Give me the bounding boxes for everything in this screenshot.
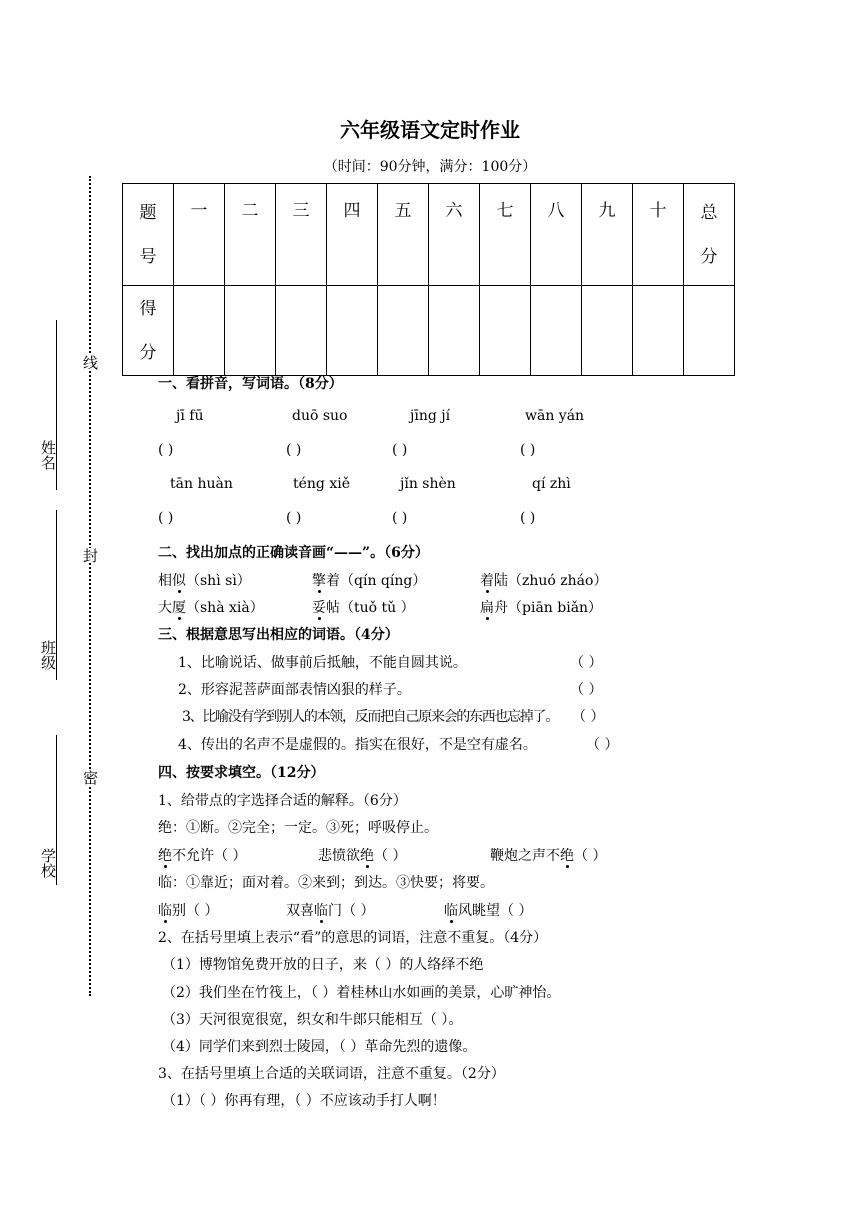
text: 双喜 bbox=[286, 903, 314, 919]
score-cell[interactable] bbox=[684, 286, 735, 376]
dotted-char: 擎 bbox=[312, 573, 326, 589]
class-fill-line[interactable] bbox=[56, 510, 57, 680]
text: 鞭炮之声不 bbox=[490, 848, 560, 864]
header-char: 分 bbox=[139, 342, 157, 363]
header-cell: 十 bbox=[633, 184, 684, 286]
definition-text: 1、比喻说话、做事前后抵触，不能自圆其说。 bbox=[178, 655, 467, 671]
header-cell: 三 bbox=[276, 184, 327, 286]
score-cell[interactable] bbox=[225, 286, 276, 376]
choice-item[interactable] bbox=[286, 900, 374, 920]
text: （shà xià） bbox=[186, 600, 264, 616]
header-cell: 九 bbox=[582, 184, 633, 286]
dotted-char: 妥 bbox=[312, 600, 326, 616]
reading-item[interactable] bbox=[158, 570, 251, 590]
name-fill-line[interactable] bbox=[56, 320, 57, 490]
section-3-title: 三、根据意思写出相应的词语。（4分） bbox=[158, 627, 399, 643]
text: （shì sì） bbox=[186, 573, 251, 589]
text: 悲愤欲 bbox=[318, 848, 360, 864]
choice-item[interactable] bbox=[318, 845, 406, 865]
choice-item[interactable] bbox=[490, 845, 606, 865]
score-table bbox=[122, 183, 735, 376]
pinyin-item: qí zhì bbox=[532, 476, 571, 492]
text: 门（ ） bbox=[328, 903, 375, 919]
answer-blank[interactable]: ( ) bbox=[158, 442, 174, 458]
header-char: 题 bbox=[139, 202, 157, 223]
answer-blank[interactable]: ( ) bbox=[392, 510, 408, 526]
dotted-char: 绝 bbox=[360, 848, 374, 864]
text: 别（ ） bbox=[172, 903, 219, 919]
dotted-char: 扁 bbox=[480, 600, 494, 616]
header-cell-question-no bbox=[123, 184, 174, 286]
dotted-char: 着 bbox=[480, 573, 494, 589]
text: 着（qín qíng） bbox=[326, 573, 427, 589]
answer-blank[interactable]: ( ) bbox=[520, 442, 536, 458]
question-text: 2、在括号里填上表示“看”的意思的词语，注意不重复。（4分） bbox=[158, 930, 548, 946]
pinyin-item: jǐn shèn bbox=[400, 476, 456, 492]
header-cell-total bbox=[684, 184, 735, 286]
definition-text: 2、形容泥菩萨面部表情凶狠的样子。 bbox=[178, 682, 411, 698]
header-char: 分 bbox=[700, 246, 718, 267]
binding-dotted-line bbox=[89, 176, 91, 996]
text: 帖（tuǒ tǔ ） bbox=[326, 600, 415, 616]
text: 舟（piān biǎn） bbox=[494, 600, 603, 616]
dotted-char: 似 bbox=[172, 573, 186, 589]
answer-blank[interactable]: ( ) bbox=[158, 510, 174, 526]
text: 不允许（ ） bbox=[172, 848, 247, 864]
side-label-name: 姓名 bbox=[39, 440, 57, 470]
fill-sentence[interactable]: （1）（ ）你再有理，（ ）不应该动手打人啊！ bbox=[162, 1093, 446, 1109]
score-cell[interactable] bbox=[531, 286, 582, 376]
answer-blank[interactable]: （ ） bbox=[572, 709, 605, 725]
text: 大 bbox=[158, 600, 172, 616]
header-cell: 二 bbox=[225, 184, 276, 286]
score-cell[interactable] bbox=[327, 286, 378, 376]
fill-sentence[interactable]: （1）博物馆免费开放的日子，来（ ）的人络绎不绝 bbox=[162, 957, 484, 973]
fill-sentence[interactable]: （2）我们坐在竹筏上，（ ）着桂林山水如画的美景，心旷神怡。 bbox=[162, 985, 561, 1001]
reading-item[interactable] bbox=[480, 570, 607, 590]
question-text: 1、给带点的字选择合适的解释。（6分） bbox=[158, 793, 407, 809]
header-cell: 八 bbox=[531, 184, 582, 286]
pinyin-item: tān huàn bbox=[170, 476, 233, 492]
answer-blank[interactable]: （ ） bbox=[570, 682, 603, 698]
choice-item[interactable] bbox=[158, 845, 246, 865]
definition-text: 绝：①断。②完全；一定。③死；呼吸停止。 bbox=[158, 820, 438, 836]
definition-text: 4、传出的名声不是虚假的。指实在很好，不是空有虚名。 bbox=[178, 737, 537, 753]
reading-item[interactable] bbox=[158, 597, 264, 617]
header-char: 得 bbox=[139, 298, 157, 319]
header-cell: 六 bbox=[429, 184, 480, 286]
header-char: 总 bbox=[700, 202, 718, 223]
score-cell[interactable] bbox=[276, 286, 327, 376]
dotted-char: 绝 bbox=[158, 848, 172, 864]
definition-text: 临：①靠近；面对着。②来到；到达。③快要；将要。 bbox=[158, 875, 494, 891]
score-cell[interactable] bbox=[480, 286, 531, 376]
definition-text: 3、比喻没有学到别人的本领，反而把自己原来会的东西也忘掉了。 bbox=[182, 709, 558, 725]
header-cell: 一 bbox=[174, 184, 225, 286]
page-subtitle: （时间：90分钟，满分：100分） bbox=[323, 159, 537, 175]
text: 风眺望（ ） bbox=[458, 903, 533, 919]
fill-sentence[interactable]: （4）同学们来到烈士陵园，（ ）革命先烈的遗像。 bbox=[162, 1039, 477, 1055]
dotted-char: 厦 bbox=[172, 600, 186, 616]
score-cell[interactable] bbox=[633, 286, 684, 376]
score-cell[interactable] bbox=[429, 286, 480, 376]
score-table-score-row bbox=[123, 286, 735, 376]
header-cell: 七 bbox=[480, 184, 531, 286]
score-cell[interactable] bbox=[582, 286, 633, 376]
header-cell: 四 bbox=[327, 184, 378, 286]
score-cell[interactable] bbox=[174, 286, 225, 376]
header-cell: 五 bbox=[378, 184, 429, 286]
reading-item[interactable] bbox=[312, 597, 415, 617]
reading-item[interactable] bbox=[312, 570, 426, 590]
score-table-header-row bbox=[123, 184, 735, 286]
school-fill-line[interactable] bbox=[56, 735, 57, 885]
fill-sentence[interactable]: （3）天河很宽很宽，织女和牛郎只能相互（ ）。 bbox=[162, 1012, 463, 1028]
answer-blank[interactable]: ( ) bbox=[286, 442, 302, 458]
dotted-char: 绝 bbox=[560, 848, 574, 864]
answer-blank[interactable]: ( ) bbox=[286, 510, 302, 526]
dotted-char: 临 bbox=[444, 903, 458, 919]
side-label-school: 学校 bbox=[39, 848, 57, 878]
header-char: 号 bbox=[139, 246, 157, 267]
binding-label-mi: 密 bbox=[81, 770, 99, 785]
reading-item[interactable] bbox=[480, 597, 602, 617]
section-1-title: 一、看拼音，写词语。（8分） bbox=[158, 376, 343, 392]
binding-label-feng: 封 bbox=[81, 548, 99, 563]
pinyin-item: jīng jí bbox=[410, 408, 451, 424]
text: （ ） bbox=[374, 848, 407, 864]
page-title: 六年级语文定时作业 bbox=[340, 118, 520, 142]
section-2-title: 二、找出加点的正确读音画“——”。（6分） bbox=[158, 545, 429, 561]
text: 陆（zhuó zháo） bbox=[494, 573, 608, 589]
pinyin-item: jī fū bbox=[176, 408, 204, 424]
choice-item[interactable] bbox=[444, 900, 532, 920]
dotted-char: 临 bbox=[158, 903, 172, 919]
side-label-class: 班级 bbox=[39, 640, 57, 670]
answer-blank[interactable]: （ ） bbox=[586, 737, 619, 753]
pinyin-item: duō suo bbox=[292, 408, 348, 424]
score-cell[interactable] bbox=[378, 286, 429, 376]
binding-label-xian: 线 bbox=[81, 355, 99, 370]
section-4-title: 四、按要求填空。（12分） bbox=[158, 765, 325, 781]
answer-blank[interactable]: ( ) bbox=[520, 510, 536, 526]
answer-blank[interactable]: ( ) bbox=[392, 442, 408, 458]
pinyin-item: wān yán bbox=[525, 408, 585, 424]
choice-item[interactable] bbox=[158, 900, 218, 920]
question-text: 3、在括号里填上合适的关联词语，注意不重复。（2分） bbox=[158, 1066, 505, 1082]
text: 相 bbox=[158, 573, 172, 589]
text: （ ） bbox=[574, 848, 607, 864]
pinyin-item: téng xiě bbox=[293, 476, 350, 492]
dotted-char: 临 bbox=[314, 903, 328, 919]
score-row-head bbox=[123, 286, 174, 376]
answer-blank[interactable]: （ ） bbox=[570, 655, 603, 671]
